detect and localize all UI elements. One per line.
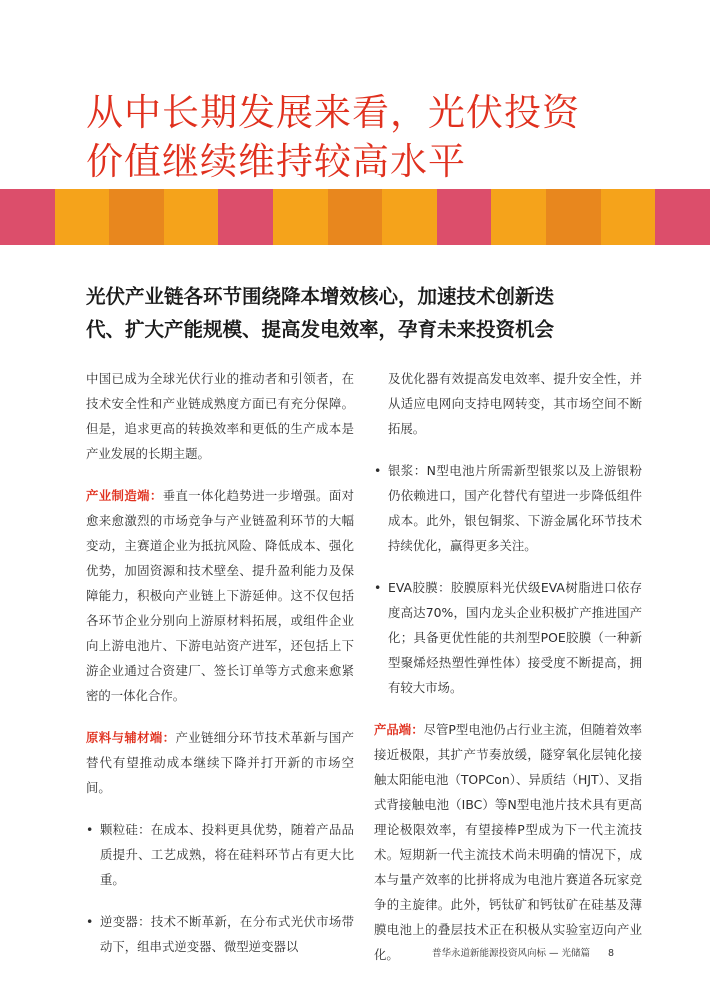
stripe-block <box>328 189 383 245</box>
list-item-inverter <box>86 909 354 959</box>
list-item-granular-silicon <box>86 817 354 892</box>
stripe-block <box>601 189 656 245</box>
materials-label: 原料与辅材端： <box>86 730 176 745</box>
page-title-line-2: 价值继续维持较高水平 <box>86 140 466 183</box>
list-item-eva-film <box>374 575 642 700</box>
stripe-block <box>437 189 492 245</box>
stripe-block <box>491 189 546 245</box>
stripe-block <box>164 189 219 245</box>
subtitle-line-1: 光伏产业链各环节围绕降本增效核心，加速技术创新迭 <box>86 285 555 308</box>
intro-paragraph: 中国已成为全球光伏行业的推动者和引领者，在技术安全性和产业链成熟度方面已有充分保障。但是，追求更高的转换效率和更低的生产成本是产业发展的长期主题。 <box>86 371 354 461</box>
granular-silicon-text: 颗粒硅：在成本、投料更具优势，随着产品品质提升、工艺成熟，将在硅料环节占有更大比重。 <box>100 822 354 887</box>
stripe-block <box>546 189 601 245</box>
stripe-block <box>655 189 710 245</box>
section-subtitle <box>86 280 646 346</box>
page-title <box>86 88 646 186</box>
stripe-block <box>218 189 273 245</box>
bullet-icon: • <box>86 914 94 929</box>
materials-text: 产业链细分环节技术革新与国产替代有望推动成本继续下降并打开新的市场空间。 <box>86 730 355 795</box>
manufacturing-label: 产业制造端： <box>86 488 163 503</box>
decorative-color-stripe <box>0 189 710 245</box>
product-paragraph <box>374 717 642 967</box>
list-item-inverter-continued <box>374 366 642 441</box>
inverter-text: 逆变器：技术不断革新，在分布式光伏市场带动下，组串式逆变器、微型逆变器以 <box>100 914 354 954</box>
page-title-line-1: 从中长期发展来看，光伏投资 <box>86 91 580 134</box>
bullet-icon: • <box>374 580 382 595</box>
eva-film-text: EVA胶膜：胶膜原料光伏级EVA树脂进口依存度高达70%，国内龙头企业积极扩产推进国产化；具备更优性能的共剂型POE胶膜（一种新型聚烯烃热塑性弹性体）接受度不断提高，拥有较大市场。 <box>388 580 642 695</box>
bullet-icon: • <box>86 822 94 837</box>
manufacturing-text: 垂直一体化趋势进一步增强。面对愈来愈激烈的市场竞争与产业链盈利环节的大幅变动，主赛道企业为抵抗风险、降低成本、强化优势，加固资源和技术壁垒、提升盈利能力及保障能力，积极向产业链上下游延伸。这不仅包括各环节企业分别向上游原材料拓展，或组件企业向上游电池片、下游电站资产进军，还包括上下游企业通过合资建厂、签长订单等方式愈来愈紧密的一体化合作。 <box>86 488 355 703</box>
stripe-block <box>382 189 437 245</box>
list-item-silver-paste <box>374 458 642 558</box>
left-column <box>86 366 354 976</box>
silver-paste-text: 银浆：N型电池片所需新型银浆以及上游银粉仍依赖进口，国产化替代有望进一步降低组件成本。此外，银包铜浆、下游金属化环节技术持续优化，赢得更多关注。 <box>388 463 642 553</box>
product-label: 产品端： <box>374 722 424 737</box>
footer-text: 普华永道新能源投资风向标 — 光储篇 <box>432 948 591 959</box>
inverter-text-continued: 及优化器有效提高发电效率、提升安全性，并从适应电网向支持电网转变，其市场空间不断拓展。 <box>388 371 642 436</box>
stripe-block <box>0 189 55 245</box>
manufacturing-paragraph <box>86 483 354 708</box>
stripe-block <box>273 189 328 245</box>
right-column <box>374 366 642 984</box>
product-text: 尽管P型电池仍占行业主流，但随着效率接近极限，其扩产节奏放缓，隧穿氧化层钝化接触太阳能电池（TOPCon）、异质结（HJT）、叉指式背接触电池（IBC）等N型电池片技术具有更高理论极限效率，有望接棒P型成为下一代主流技术。短期新一代主流技术尚未明确的情况下，成本与量产效率的比拼将成为电池片赛道各玩家竞争的主旋律。此外，钙钛矿和钙钛矿在硅基及薄膜电池上的叠层技术正在积极从实验室迈向产业化。 <box>374 722 642 962</box>
page-footer <box>432 945 614 959</box>
stripe-block <box>109 189 164 245</box>
materials-paragraph <box>86 725 354 800</box>
stripe-block <box>55 189 110 245</box>
subtitle-line-2: 代、扩大产能规模、提高发电效率，孕育未来投资机会 <box>86 318 555 341</box>
bullet-icon: • <box>374 463 382 478</box>
page-number: 8 <box>608 948 615 959</box>
